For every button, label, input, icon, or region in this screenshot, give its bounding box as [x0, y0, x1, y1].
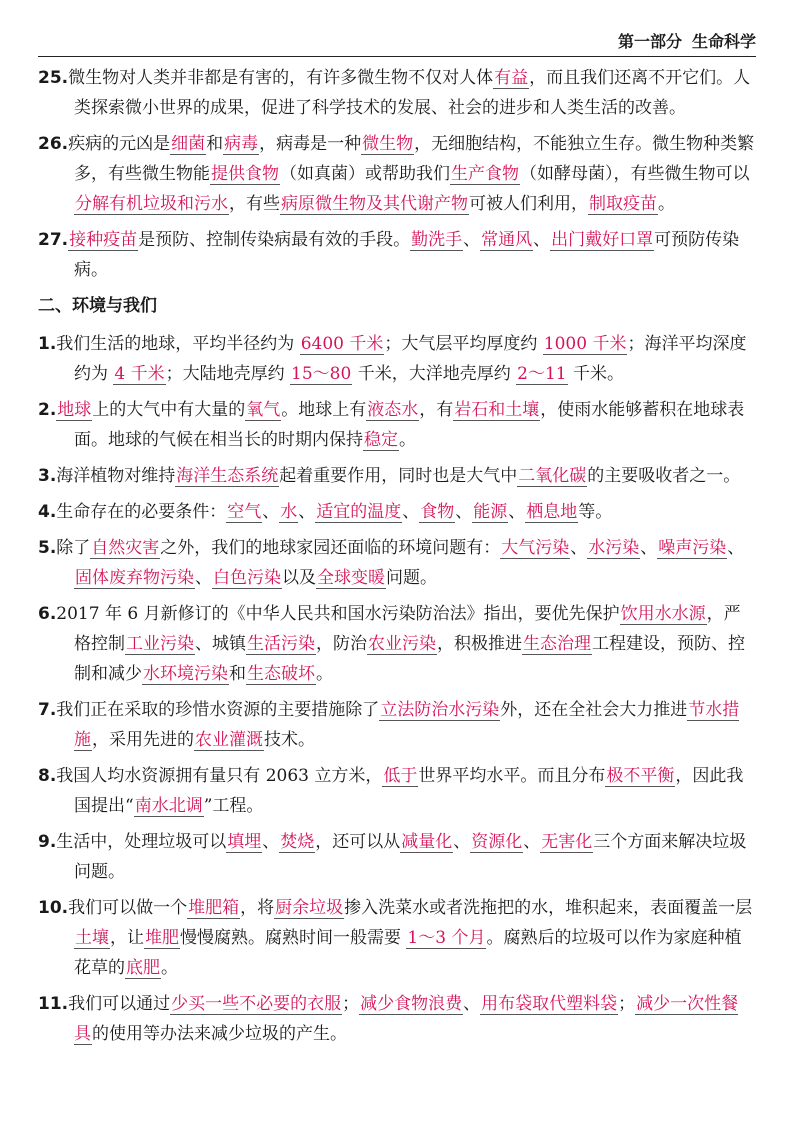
answer-highlight: 1～3 个月	[407, 928, 486, 948]
answer-highlight: 节水措施	[74, 700, 740, 750]
answer-highlight: 生态破坏	[247, 664, 315, 684]
answer-highlight: 6400 千米	[300, 334, 384, 354]
answer-highlight: 减量化	[401, 832, 453, 852]
answer-highlight: 氧气	[246, 400, 281, 420]
item-text: ，防治	[316, 634, 367, 654]
item-text: ，无细胞结构，不能独立生存。微生物种类繁多，有些微生物能	[74, 134, 755, 184]
answer-highlight: 病原微生物及其代谢产物	[281, 194, 468, 214]
answer-highlight: 饮用水水源	[620, 604, 706, 624]
item-text: 、	[455, 502, 473, 522]
item-text: 掺入洗菜水或者洗拖把的水，堆积起来，表面覆盖一层	[344, 898, 753, 918]
item-text: 可预防传染病。	[74, 230, 740, 280]
item-text: 疾病的元凶是	[68, 134, 171, 154]
item-text: ，严格控制	[74, 604, 741, 654]
item-text: 我们正在采取的珍惜水资源的主要措施除了	[56, 700, 380, 720]
item-text: ；	[342, 994, 360, 1014]
answer-highlight: 分解有机垃圾和污水	[75, 194, 228, 214]
item-text: 、	[727, 538, 745, 558]
answer-highlight: 无害化	[541, 832, 593, 852]
item-text: 。	[161, 958, 178, 978]
item-text: ，因此我国提出“	[74, 766, 744, 816]
item-text: 、	[298, 502, 316, 522]
answer-highlight: 自然灾害	[91, 538, 160, 558]
item-text: 、	[463, 230, 481, 250]
item-number: 6.	[38, 604, 57, 624]
answer-highlight: 接种疫苗	[69, 230, 138, 250]
answer-highlight: 少买一些不必要的衣服	[171, 994, 342, 1014]
answer-highlight: 病毒	[224, 134, 259, 154]
answer-highlight: 1000 千米	[543, 334, 627, 354]
item-text: 微生物对人类并非都是有害的，有许多微生物不仅对人体	[68, 68, 494, 88]
numbered-item	[38, 225, 756, 285]
answer-highlight: 生产食物	[451, 164, 519, 184]
header-subject: 生命科学	[691, 32, 756, 51]
item-text: 。	[316, 664, 333, 684]
answer-highlight: 出门戴好口罩	[551, 230, 654, 250]
item-text: （如真菌）或帮助我们	[280, 164, 450, 184]
numbered-item	[38, 893, 756, 983]
item-text: 外，还在全社会大力推进	[500, 700, 688, 720]
item-text: 。地球上有	[281, 400, 367, 420]
answer-highlight: 勤洗手	[411, 230, 463, 250]
answer-highlight: 岩石和土壤	[454, 400, 540, 420]
item-text: ；	[618, 994, 636, 1014]
answer-highlight: 提供食物	[211, 164, 279, 184]
answer-highlight: 栖息地	[526, 502, 578, 522]
item-text: 、	[508, 502, 526, 522]
item-text: ，积极推进	[437, 634, 522, 654]
numbered-item	[38, 461, 756, 491]
item-text: ，有些	[229, 194, 280, 214]
item-text: （如酵母菌），有些微生物可以	[520, 164, 750, 184]
answer-highlight: 水污染	[588, 538, 640, 558]
numbered-item	[38, 395, 756, 455]
page-header	[38, 0, 756, 57]
answer-highlight: 土壤	[75, 928, 109, 948]
item-text: ，而且我们还离不开它们。人类探索微小世界的成果，促进了科学技术的发展、社会的进步和人类生活的改善。	[74, 68, 751, 118]
item-text: 是预防、控制传染病最有效的手段。	[138, 230, 411, 250]
item-number: 4.	[38, 502, 57, 522]
answer-highlight: 底肥	[126, 958, 160, 978]
answer-highlight: 生态治理	[523, 634, 591, 654]
item-number: 2.	[38, 400, 57, 420]
answer-highlight: 固体废弃物污染	[75, 568, 194, 588]
item-text: 技术。	[264, 730, 315, 750]
numbered-item	[38, 989, 756, 1049]
life-science-items	[38, 63, 756, 285]
item-text: 问题。	[386, 568, 437, 588]
section-title: 二、环境与我们	[38, 296, 157, 316]
item-text: 、	[570, 538, 588, 558]
item-text: ；大气层平均厚度约	[384, 334, 543, 354]
answer-highlight: 农业污染	[368, 634, 436, 654]
item-text: 、	[262, 502, 280, 522]
answer-highlight: 食物	[420, 502, 455, 522]
item-text: 、	[195, 568, 212, 588]
answer-highlight: 极不平衡	[606, 766, 675, 786]
item-text: 、	[262, 832, 280, 852]
answer-highlight: 农业灌溉	[195, 730, 263, 750]
item-number: 8.	[38, 766, 57, 786]
answer-highlight: 地球	[57, 400, 92, 420]
item-text: 可被人们利用，	[469, 194, 588, 214]
item-text: 我们可以通过	[68, 994, 171, 1014]
item-text: 、	[463, 994, 481, 1014]
answer-highlight: 细菌	[171, 134, 206, 154]
answer-highlight: 噪声污染	[658, 538, 727, 558]
numbered-item	[38, 329, 756, 389]
item-text: 千米，大洋地壳厚约	[352, 364, 517, 384]
item-text: 工程建设，预防、控制和减少	[74, 634, 745, 684]
answer-highlight: 生活污染	[247, 634, 315, 654]
item-text: ，让	[110, 928, 144, 948]
item-text: 2017 年 6 月新修订的《中华人民共和国水污染防治法》指出，要优先保护	[56, 604, 620, 624]
answer-highlight: 堆肥	[145, 928, 179, 948]
item-text: 的主要吸收者之一。	[587, 466, 741, 486]
item-text: 我们生活的地球，平均半径约为	[56, 334, 300, 354]
numbered-item	[38, 533, 756, 593]
numbered-item	[38, 497, 756, 527]
numbered-item	[38, 129, 756, 219]
item-number: 5.	[38, 538, 57, 558]
item-text: ，有	[419, 400, 454, 420]
answer-highlight: 二氧化碳	[518, 466, 587, 486]
numbered-item	[38, 761, 756, 821]
item-text: ；大陆地壳厚约	[165, 364, 291, 384]
answer-highlight: 大气污染	[501, 538, 570, 558]
answer-highlight: 用布袋取代塑料袋	[481, 994, 618, 1014]
answer-highlight: 15～80	[291, 364, 352, 384]
item-text: 上的大气中有大量的	[92, 400, 246, 420]
item-text: 千米。	[567, 364, 624, 384]
item-text: ，使雨水能够蓄积在地球表面。地球的气候在相当长的时期内保持	[74, 400, 745, 450]
item-text: 、	[402, 502, 420, 522]
environment-items	[38, 329, 756, 1049]
answer-highlight: 液态水	[367, 400, 419, 420]
answer-highlight: 白色污染	[213, 568, 281, 588]
answer-highlight: 空气	[227, 502, 262, 522]
item-text: 起着重要作用，同时也是大气中	[279, 466, 518, 486]
item-text: 等。	[578, 502, 613, 522]
item-number: 7.	[38, 700, 57, 720]
item-text: 以及	[282, 568, 316, 588]
answer-highlight: 4 千米	[114, 364, 165, 384]
item-text: 我国人均水资源拥有量只有 2063 立方米，	[56, 766, 383, 786]
answer-highlight: 有益	[494, 68, 529, 88]
answer-highlight: 资源化	[471, 832, 523, 852]
item-text: 三个方面来解决垃圾问题。	[74, 832, 747, 882]
item-text: ”工程。	[203, 796, 264, 816]
item-text: 世界平均水平。而且分布	[418, 766, 606, 786]
item-text: 除了	[56, 538, 91, 558]
item-number: 9.	[38, 832, 57, 852]
answer-highlight: 厨余垃圾	[275, 898, 344, 918]
item-text: 、城镇	[195, 634, 246, 654]
item-text: 、	[640, 538, 658, 558]
item-text: ，将	[240, 898, 275, 918]
item-text: 我们可以做一个	[68, 898, 188, 918]
answer-highlight: 全球变暖	[317, 568, 385, 588]
answer-highlight: 焚烧	[280, 832, 315, 852]
item-text: 、	[523, 832, 541, 852]
item-number: 27.	[38, 230, 69, 250]
answer-highlight: 减少食物浪费	[360, 994, 463, 1014]
item-number: 1.	[38, 334, 57, 354]
item-text: 、	[533, 230, 551, 250]
answer-highlight: 稳定	[364, 430, 398, 450]
answer-highlight: 水环境污染	[143, 664, 228, 684]
item-number: 11.	[38, 994, 69, 1014]
answer-highlight: 2～11	[517, 364, 567, 384]
answer-highlight: 低于	[383, 766, 418, 786]
item-number: 26.	[38, 134, 69, 154]
item-text: ，病毒是一种	[259, 134, 362, 154]
answer-highlight: 适宜的温度	[316, 502, 402, 522]
item-text: 和	[229, 664, 246, 684]
item-text: 慢慢腐熟。腐熟时间一般需要	[180, 928, 407, 948]
numbered-item	[38, 599, 756, 689]
answer-highlight: 堆肥箱	[188, 898, 240, 918]
item-text: 和	[206, 134, 224, 154]
answer-highlight: 填埋	[227, 832, 262, 852]
answer-highlight: 海洋生态系统	[176, 466, 279, 486]
item-text: 生命存在的必要条件：	[56, 502, 227, 522]
item-number: 3.	[38, 466, 57, 486]
item-text: 。腐熟后的垃圾可以作为家庭种植花草的	[74, 928, 742, 978]
item-text: 海洋植物对维持	[56, 466, 176, 486]
answer-highlight: 制取疫苗	[589, 194, 657, 214]
answer-highlight: 立法防治水污染	[380, 700, 500, 720]
item-text: ，还可以从	[315, 832, 401, 852]
item-text: 之外，我们的地球家园还面临的环境问题有：	[160, 538, 501, 558]
item-text: 。	[658, 194, 675, 214]
numbered-item	[38, 63, 756, 123]
item-text: 生活中，处理垃圾可以	[56, 832, 227, 852]
answer-highlight: 水	[280, 502, 298, 522]
header-part: 第一部分	[617, 32, 682, 51]
numbered-item	[38, 695, 756, 755]
answer-highlight: 减少一次性餐具	[74, 994, 739, 1044]
item-text: 。	[399, 430, 416, 450]
answer-highlight: 常通风	[481, 230, 533, 250]
item-text: ，采用先进的	[92, 730, 194, 750]
answer-highlight: 能源	[473, 502, 508, 522]
item-number: 10.	[38, 898, 69, 918]
item-text: 、	[453, 832, 471, 852]
item-text: ；海洋平均深度约为	[74, 334, 747, 384]
answer-highlight: 南水北调	[134, 796, 203, 816]
item-text: 的使用等办法来减少垃圾的产生。	[92, 1024, 347, 1044]
numbered-item	[38, 827, 756, 887]
item-number: 25.	[38, 68, 69, 88]
answer-highlight: 微生物	[362, 134, 414, 154]
answer-highlight: 工业污染	[126, 634, 194, 654]
